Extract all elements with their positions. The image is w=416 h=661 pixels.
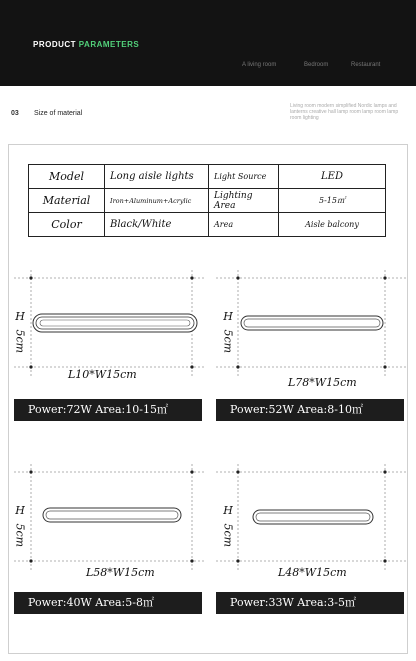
header-banner [0,0,416,86]
section-description: Living room modern simplified Nordic lamps and lanterns creative hall lamp room lamp room lamp room lighting [290,103,399,121]
product-card [212,462,408,622]
section-number: 03 [11,110,19,117]
height-dimension: H 5cm [13,310,27,354]
size-label: L58*W15cm [86,566,155,579]
power-bar: Power:40W Area:5-8㎡ [14,592,202,614]
spec-value: 5-15㎡ [279,189,386,213]
section-label: Size of material [34,110,83,117]
spec-key: Model [29,165,105,189]
spec-value: LED [279,165,386,189]
lamp-icon [252,508,374,526]
power-bar: Power:72W Area:10-15㎡ [14,399,202,421]
banner-title-part1: PRODUCT [33,40,77,49]
spec-row-model [29,165,386,189]
banner-nav-living-room: A living room [242,62,277,68]
spec-row-color [29,213,386,237]
spec-row-material [29,189,386,213]
size-label: L48*W15cm [278,566,347,579]
size-label: L78*W15cm [288,376,357,389]
power-bar: Power:33W Area:3-5㎡ [216,592,404,614]
product-card [10,268,206,428]
lamp-icon [32,312,198,334]
spec-key: Area [209,213,279,237]
product-card [10,462,206,622]
spec-key: Lighting Area [209,189,279,213]
height-dimension: H 5cm [221,504,235,548]
spec-value: Long aisle lights [105,165,209,189]
lamp-icon [42,506,182,524]
product-card [212,268,408,428]
spec-table [28,164,386,237]
banner-nav-bedroom: Bedroom [304,62,329,68]
spec-value: Aisle balcony [279,213,386,237]
spec-value: Iron+Aluminum+Acrylic [105,189,209,213]
power-bar: Power:52W Area:8-10㎡ [216,399,404,421]
height-dimension: H 5cm [13,504,27,548]
spec-value: Black/White [105,213,209,237]
spec-key: Light Source [209,165,279,189]
lamp-icon [240,314,384,332]
size-label: L10*W15cm [68,368,137,381]
spec-key: Material [29,189,105,213]
banner-nav-restaurant: Restaurant [351,62,381,68]
spec-key: Color [29,213,105,237]
banner-title [33,40,139,49]
height-dimension: H 5cm [221,310,235,354]
banner-title-part2: PARAMETERS [78,40,140,49]
